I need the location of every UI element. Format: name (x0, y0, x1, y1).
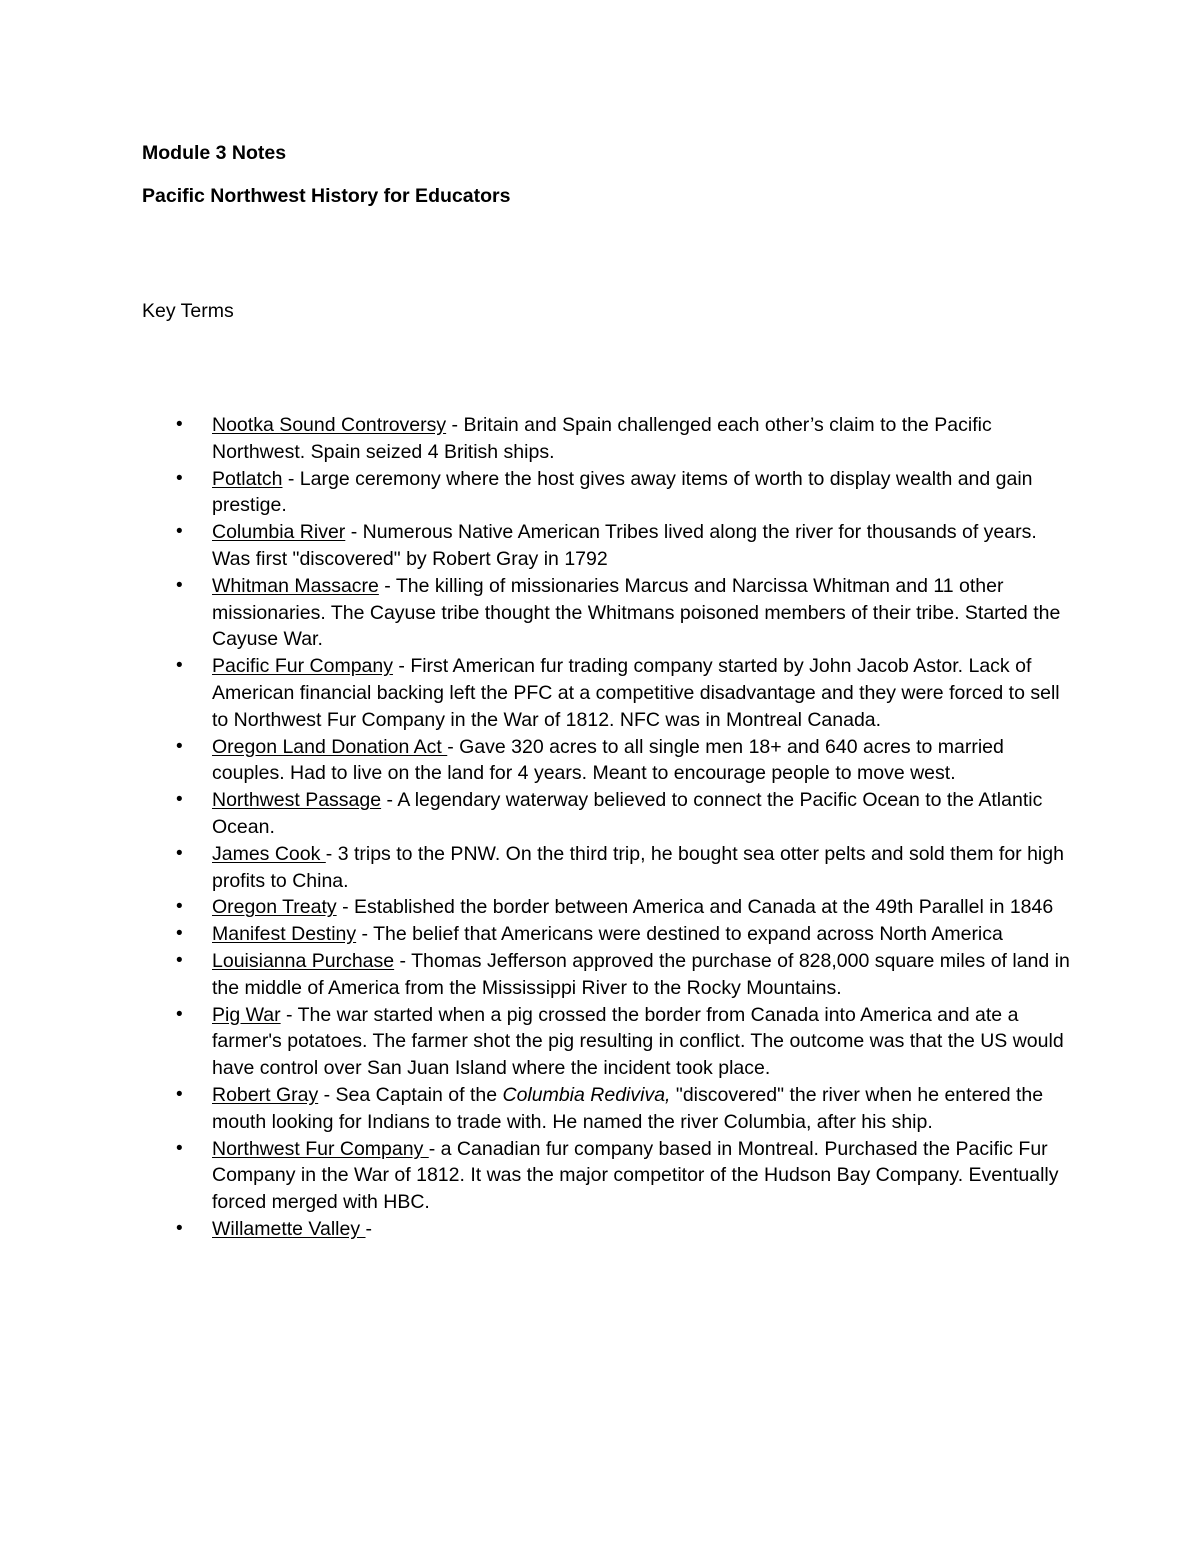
term-definition: - The belief that Americans were destined to expand across North America (356, 923, 1003, 946)
term-definition: - Gave 320 acres to all single men 18+ and 640 acres to married couples. Had to live on the land for 4 years. Meant to encourage people to move west. (212, 735, 1004, 785)
term-definition-intro: - Sea Captain of the (318, 1083, 503, 1106)
list-item (170, 948, 1070, 1002)
list-item (170, 519, 1070, 573)
term-definition: - Large ceremony where the host gives away items of worth to display wealth and gain prestige. (212, 467, 1033, 517)
key-terms-list (170, 412, 1070, 1243)
term-definition: - Thomas Jefferson approved the purchase of 828,000 square miles of land in the middle of America from the Mississippi River to the Rocky Mountains. (212, 949, 1070, 999)
term-definition: - a Canadian fur company based in Montreal. Purchased the Pacific Fur Company in the War of 1812. It was the major competitor of the Hudson Bay Company. Eventually forced merged with HBC. (212, 1137, 1059, 1214)
term-name: Pacific Fur Company (212, 655, 393, 678)
bullet-icon: • (176, 521, 183, 543)
term-definition: - The killing of missionaries Marcus and Narcissa Whitman and 11 other missionaries. The Cayuse tribe thought the Whitmans poisoned members of their tribe. Started the Cayuse War. (212, 574, 1061, 651)
section-heading: Key Terms (142, 300, 234, 322)
term-definition: - The war started when a pig crossed the border from Canada into America and ate a farmer's potatoes. The farmer shot the pig resulting in conflict. The outcome was that the US would have control over San Juan Island where the incident took place. (212, 1003, 1064, 1080)
list-item (170, 653, 1070, 733)
bullet-icon: • (176, 1137, 183, 1159)
term-name: Whitman Massacre (212, 574, 379, 597)
bullet-icon: • (176, 655, 183, 677)
bullet-icon: • (176, 467, 183, 489)
term-name: James Cook (212, 842, 326, 865)
list-item (170, 1082, 1070, 1136)
bullet-icon: • (176, 1083, 183, 1105)
term-definition: - Established the border between America and Canada at the 49th Parallel in 1846 (336, 896, 1054, 919)
term-name: Potlatch (212, 467, 283, 490)
list-item (170, 1002, 1070, 1082)
bullet-icon: • (176, 574, 183, 596)
bullet-icon: • (176, 414, 183, 435)
page-title: Module 3 Notes (142, 142, 287, 164)
term-name: Willamette Valley (212, 1217, 366, 1240)
bullet-icon: • (176, 842, 183, 864)
list-item (170, 841, 1070, 895)
bullet-icon: • (176, 735, 183, 757)
term-name: Manifest Destiny (212, 923, 357, 946)
term-name: Oregon Treaty (212, 896, 337, 919)
list-item (170, 1136, 1070, 1216)
list-item (170, 1216, 1070, 1243)
list-item (170, 787, 1070, 841)
bullet-icon: • (176, 789, 183, 811)
list-item (170, 466, 1070, 520)
term-name: Oregon Land Donation Act (212, 735, 448, 758)
term-definition: - Britain and Spain challenged each other’s claim to the Pacific Northwest. Spain seized 4 British ships. (212, 414, 992, 463)
list-item (170, 894, 1070, 921)
list-item (170, 921, 1070, 948)
bullet-icon: • (176, 949, 183, 971)
term-name: Robert Gray (212, 1083, 319, 1106)
list-item (170, 573, 1070, 653)
term-definition: - A legendary waterway believed to connect the Pacific Ocean to the Atlantic Ocean. (212, 789, 1043, 838)
term-definition: - Numerous Native American Tribes lived along the river for thousands of years. Was first "discovered" by Robert Gray in 1792 (212, 521, 1037, 570)
bullet-icon: • (176, 1003, 183, 1025)
term-name: Columbia River (212, 521, 346, 544)
list-item (170, 734, 1070, 788)
term-definition: - 3 trips to the PNW. On the third trip, he bought sea otter pelts and sold them for high profits to China. (212, 842, 1064, 892)
list-item (170, 412, 1070, 466)
term-name: Pig War (212, 1003, 281, 1026)
term-name: Northwest Fur Company (212, 1137, 429, 1160)
term-name: Louisianna Purchase (212, 949, 395, 972)
term-name: Nootka Sound Controversy (212, 414, 447, 436)
bullet-icon: • (176, 896, 183, 918)
bullet-icon: • (176, 1217, 183, 1239)
term-definition: - (365, 1217, 373, 1240)
ship-name: Columbia Rediviva, (502, 1083, 671, 1106)
term-definition: "discovered" the river when he entered the mouth looking for Indians to trade with. He named the river Columbia, after his ship. (212, 1083, 1044, 1133)
page-subtitle: Pacific Northwest History for Educators (142, 185, 511, 207)
term-definition: - First American fur trading company started by John Jacob Astor. Lack of American financial backing left the PFC at a competitive disadvantage and they were forced to sell to Northwest Fur Company in the War of 1812. NFC was in Montreal Canada. (212, 655, 1060, 731)
bullet-icon: • (176, 923, 183, 945)
term-name: Northwest Passage (212, 789, 382, 812)
